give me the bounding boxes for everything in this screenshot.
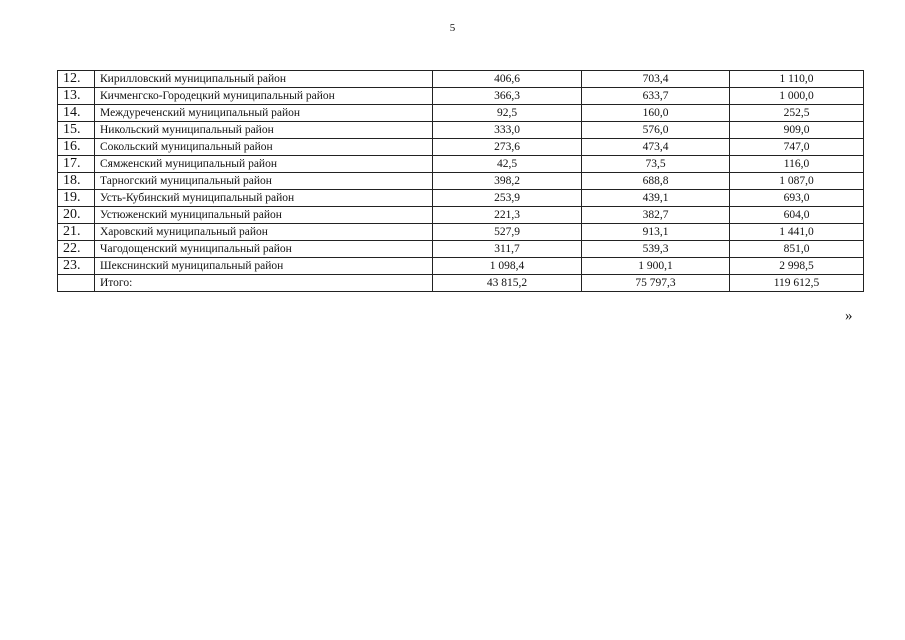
row-number: 16.	[58, 139, 95, 156]
value-col-2: 1 900,1	[582, 258, 730, 275]
value-col-1: 221,3	[433, 207, 582, 224]
table-row	[58, 224, 864, 241]
value-col-3: 1 441,0	[730, 224, 864, 241]
budget-table	[57, 70, 864, 292]
value-col-1: 92,5	[433, 105, 582, 122]
value-col-3: 851,0	[730, 241, 864, 258]
value-col-2: 160,0	[582, 105, 730, 122]
table-row	[58, 139, 864, 156]
value-col-3: 747,0	[730, 139, 864, 156]
value-col-2: 473,4	[582, 139, 730, 156]
value-col-3: 693,0	[730, 190, 864, 207]
district-name: Кирилловский муниципальный район	[95, 71, 433, 88]
value-col-1: 527,9	[433, 224, 582, 241]
row-number: 21.	[58, 224, 95, 241]
value-col-3: 1 110,0	[730, 71, 864, 88]
table-body	[58, 71, 864, 292]
district-name: Усть-Кубинский муниципальный район	[95, 190, 433, 207]
district-name: Сямженский муниципальный район	[95, 156, 433, 173]
value-col-2: 688,8	[582, 173, 730, 190]
table-row	[58, 71, 864, 88]
value-col-2: 439,1	[582, 190, 730, 207]
total-value-col-3: 119 612,5	[730, 275, 864, 292]
row-number: 13.	[58, 88, 95, 105]
row-number: 18.	[58, 173, 95, 190]
value-col-2: 913,1	[582, 224, 730, 241]
value-col-1: 398,2	[433, 173, 582, 190]
value-col-1: 273,6	[433, 139, 582, 156]
value-col-1: 366,3	[433, 88, 582, 105]
table-row	[58, 173, 864, 190]
district-name: Харовский муниципальный район	[95, 224, 433, 241]
closing-quote: »	[845, 308, 853, 324]
value-col-2: 633,7	[582, 88, 730, 105]
value-col-2: 73,5	[582, 156, 730, 173]
value-col-2: 703,4	[582, 71, 730, 88]
value-col-1: 42,5	[433, 156, 582, 173]
value-col-2: 382,7	[582, 207, 730, 224]
total-value-col-1: 43 815,2	[433, 275, 582, 292]
district-name: Устюженский муниципальный район	[95, 207, 433, 224]
row-number: 20.	[58, 207, 95, 224]
value-col-2: 576,0	[582, 122, 730, 139]
value-col-3: 1 000,0	[730, 88, 864, 105]
value-col-1: 253,9	[433, 190, 582, 207]
value-col-3: 604,0	[730, 207, 864, 224]
total-label: Итого:	[95, 275, 433, 292]
table-row	[58, 241, 864, 258]
district-name: Сокольский муниципальный район	[95, 139, 433, 156]
table-row	[58, 88, 864, 105]
table-row	[58, 156, 864, 173]
district-name: Шекснинский муниципальный район	[95, 258, 433, 275]
value-col-1: 333,0	[433, 122, 582, 139]
row-number: 17.	[58, 156, 95, 173]
table-row	[58, 190, 864, 207]
value-col-1: 1 098,4	[433, 258, 582, 275]
value-col-3: 252,5	[730, 105, 864, 122]
page-number: 5	[449, 22, 456, 34]
row-number: 14.	[58, 105, 95, 122]
table-row	[58, 207, 864, 224]
district-name: Кичменгско-Городецкий муниципальный район	[95, 88, 433, 105]
value-col-3: 1 087,0	[730, 173, 864, 190]
table-row	[58, 105, 864, 122]
district-name: Чагодощенский муниципальный район	[95, 241, 433, 258]
row-number: 22.	[58, 241, 95, 258]
row-number: 15.	[58, 122, 95, 139]
total-row	[58, 275, 864, 292]
table-row	[58, 258, 864, 275]
value-col-3: 116,0	[730, 156, 864, 173]
row-number: 19.	[58, 190, 95, 207]
value-col-3: 909,0	[730, 122, 864, 139]
value-col-2: 539,3	[582, 241, 730, 258]
table-row	[58, 122, 864, 139]
row-number: 23.	[58, 258, 95, 275]
total-value-col-2: 75 797,3	[582, 275, 730, 292]
value-col-1: 311,7	[433, 241, 582, 258]
value-col-1: 406,6	[433, 71, 582, 88]
district-name: Никольский муниципальный район	[95, 122, 433, 139]
value-col-3: 2 998,5	[730, 258, 864, 275]
row-number: 12.	[58, 71, 95, 88]
total-row-number	[58, 275, 95, 292]
district-name: Междуреченский муниципальный район	[95, 105, 433, 122]
district-name: Тарногский муниципальный район	[95, 173, 433, 190]
